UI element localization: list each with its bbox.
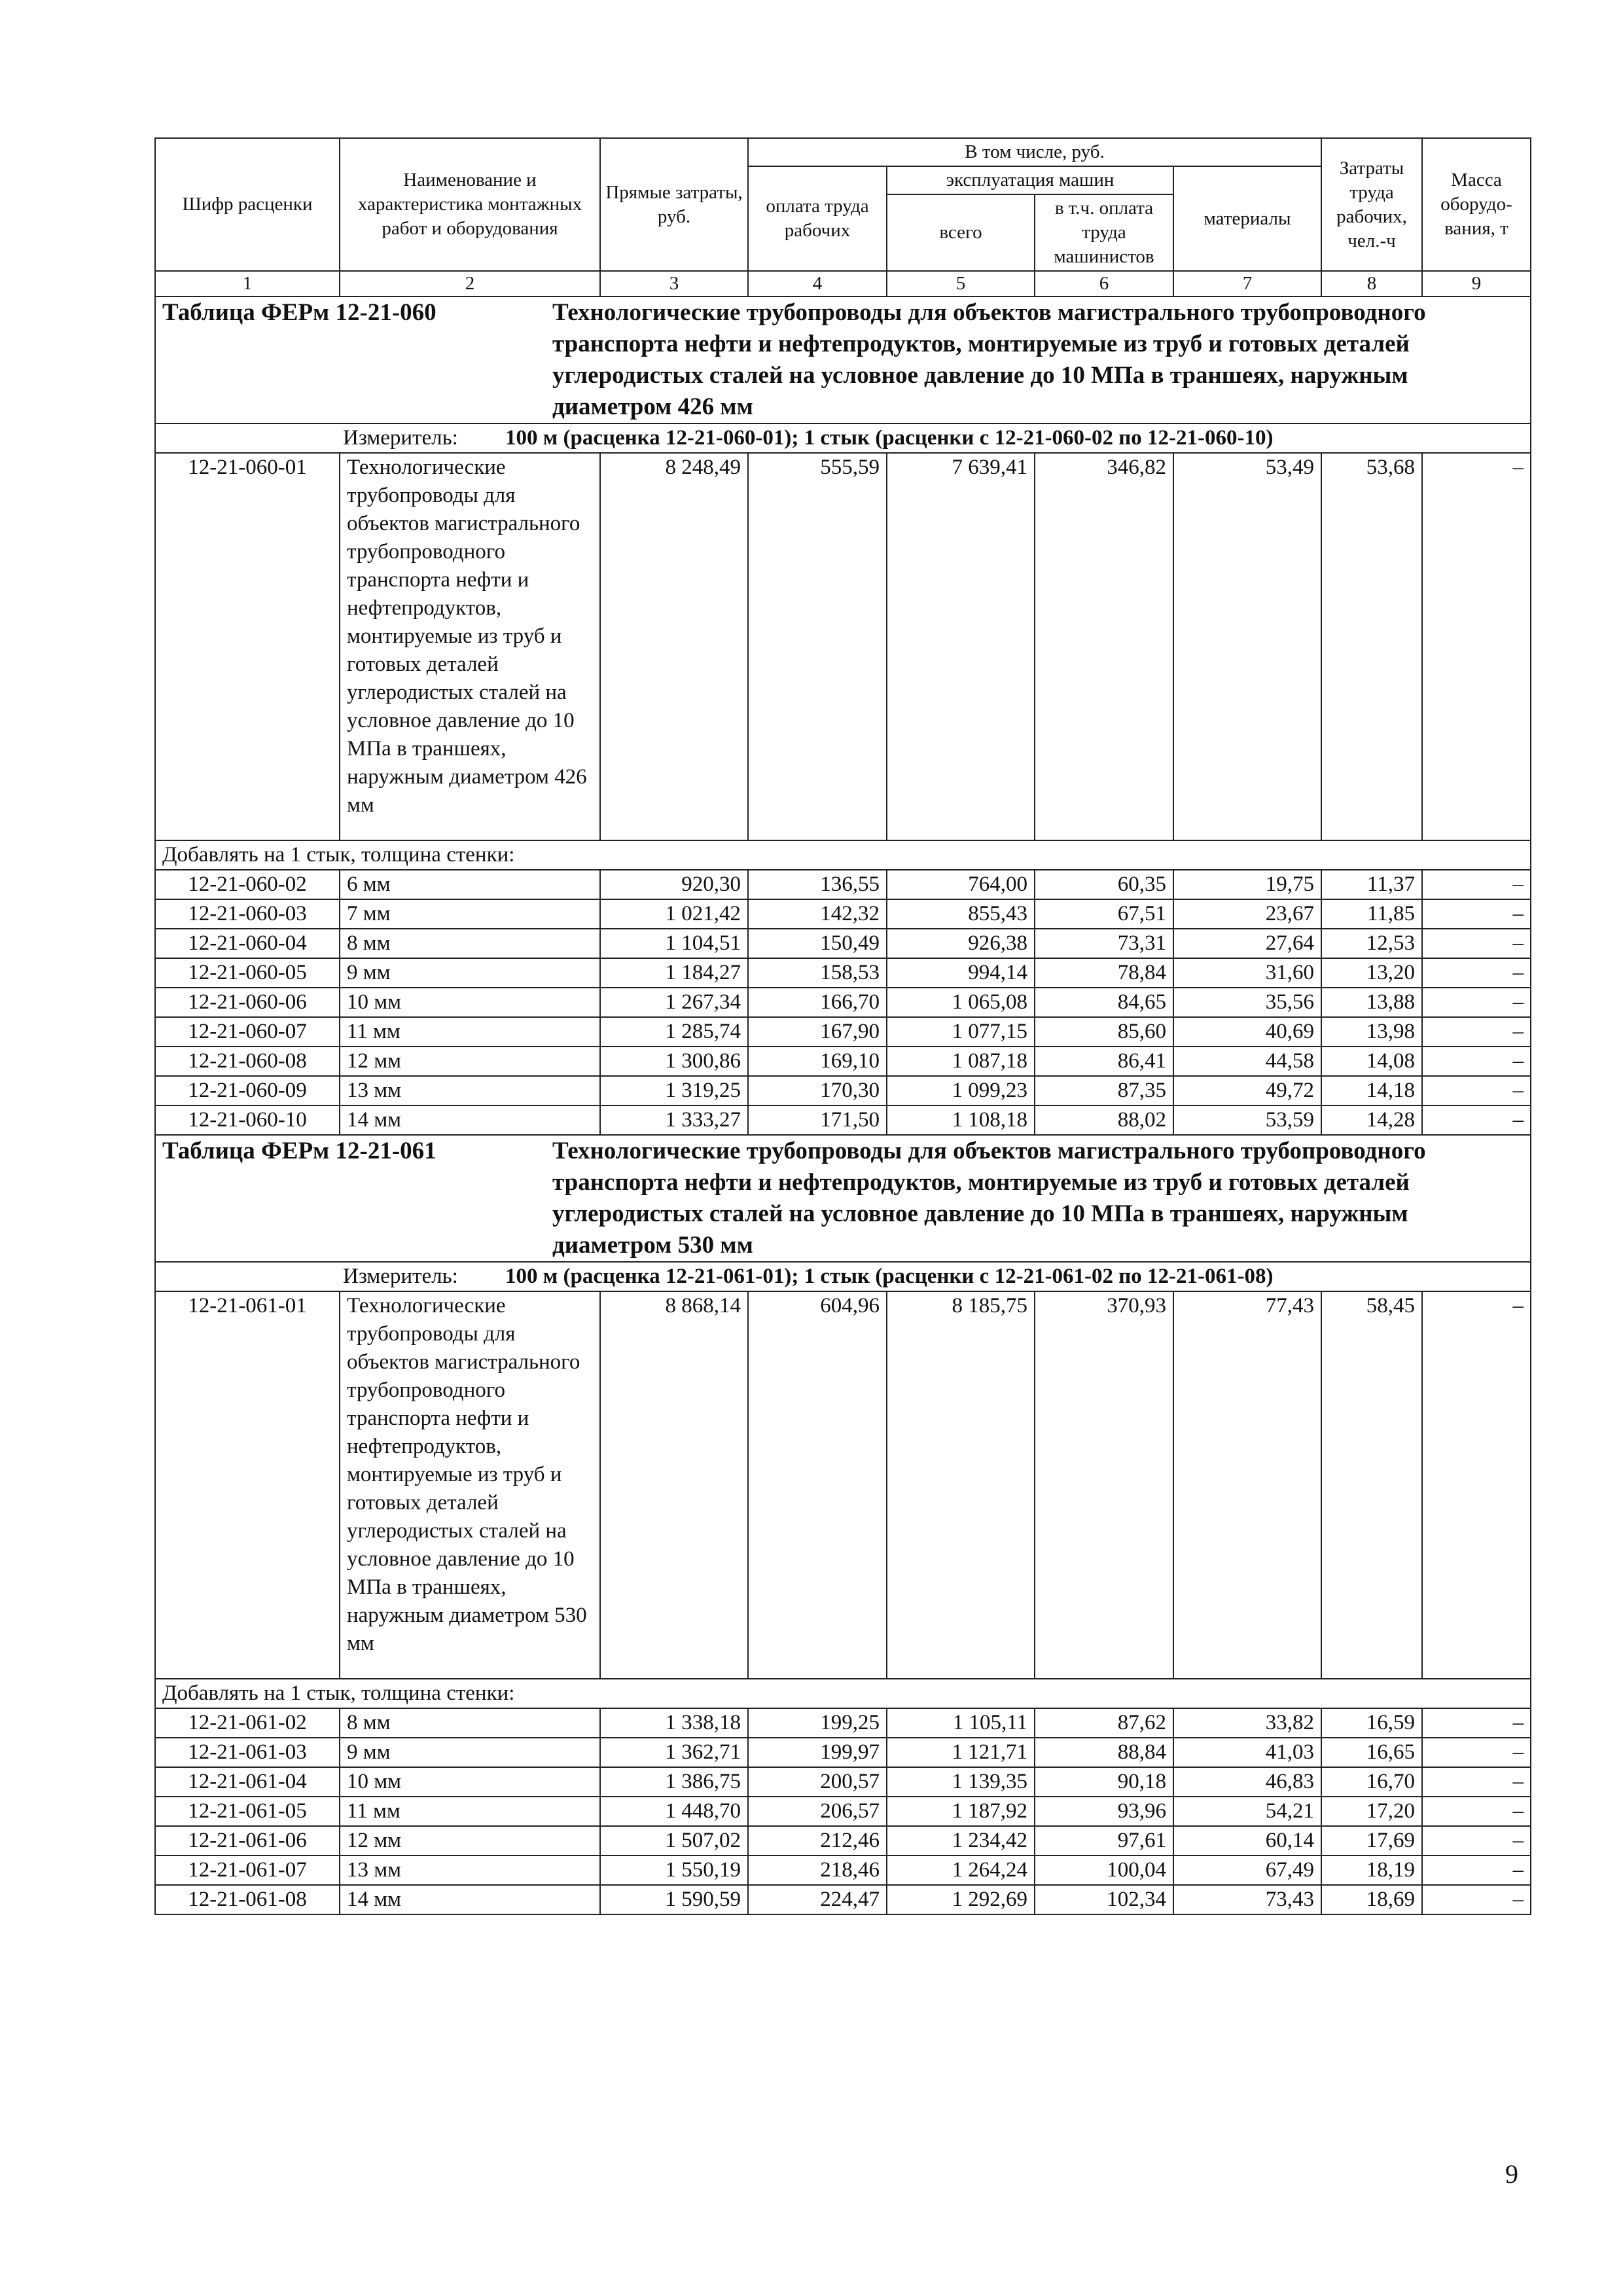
table-row — [155, 899, 1531, 929]
labor-hours: 14,08 — [1321, 1047, 1422, 1076]
table-row — [155, 1076, 1531, 1105]
col-header-mass: Масса оборудо-вания, т — [1422, 138, 1531, 271]
materials: 23,67 — [1173, 899, 1321, 929]
section-meter-row — [155, 423, 1531, 453]
section-title: Технологические трубопроводы для объектов магистрального трубопроводного транспорта нефти и нефтепродуктов, монтируемые из труб и готовых деталей углеродистых сталей на условное давление до 10 МПа в траншеях, наружным диаметром 426 мм — [552, 299, 1426, 420]
machine-labor: 97,61 — [1035, 1826, 1173, 1856]
col-header-direct: Прямые затраты, руб. — [600, 138, 748, 271]
rate-name: Технологические трубопроводы для объектов магистрального трубопроводного транспорта нефти и нефтепродуктов, монтируемые из труб и готовых деталей углеродистых сталей на условное давление до 10 МПа в траншеях, наружным диаметром 530 мм — [340, 1291, 600, 1679]
col-number: 4 — [748, 271, 887, 296]
col-header-including: В том числе, руб. — [748, 138, 1321, 166]
direct-cost: 1 285,74 — [600, 1017, 748, 1047]
rate-name: 8 мм — [340, 929, 600, 958]
table-row — [155, 1767, 1531, 1797]
table-row — [155, 1826, 1531, 1856]
machine-labor: 87,62 — [1035, 1708, 1173, 1738]
mass: – — [1422, 899, 1531, 929]
labor-hours: 11,37 — [1321, 870, 1422, 899]
mass: – — [1422, 1856, 1531, 1885]
rate-code: 12-21-060-09 — [155, 1076, 340, 1105]
table-row — [155, 1017, 1531, 1047]
labor-pay: 166,70 — [748, 988, 887, 1017]
table-row — [155, 1708, 1531, 1738]
machine-labor: 370,93 — [1035, 1291, 1173, 1679]
rate-name: 13 мм — [340, 1076, 600, 1105]
machine-total: 926,38 — [887, 929, 1035, 958]
rate-code: 12-21-060-02 — [155, 870, 340, 899]
direct-cost: 1 267,34 — [600, 988, 748, 1017]
meter-value: 100 м (расценка 12-21-061-01); 1 стык (расценки с 12-21-061-02 по 12-21-061-08) — [505, 1265, 1274, 1288]
col-header-code: Шифр расценки — [155, 138, 340, 271]
materials: 60,14 — [1173, 1826, 1321, 1856]
section-label: Таблица ФЕРм 12-21-061 — [162, 1138, 437, 1164]
table-row — [155, 1856, 1531, 1885]
rate-code: 12-21-060-04 — [155, 929, 340, 958]
rate-name: 14 мм — [340, 1105, 600, 1135]
col-header-machine-labor: в т.ч. оплата труда машинистов — [1035, 194, 1173, 271]
col-header-labor-hours: Затраты труда рабочих, чел.-ч — [1321, 138, 1422, 271]
materials: 40,69 — [1173, 1017, 1321, 1047]
direct-cost: 1 021,42 — [600, 899, 748, 929]
table-row — [155, 929, 1531, 958]
rate-name: 11 мм — [340, 1797, 600, 1826]
table-row — [155, 1047, 1531, 1076]
labor-pay: 604,96 — [748, 1291, 887, 1679]
direct-cost: 1 338,18 — [600, 1708, 748, 1738]
materials: 77,43 — [1173, 1291, 1321, 1679]
materials: 31,60 — [1173, 958, 1321, 988]
machine-total: 855,43 — [887, 899, 1035, 929]
col-number: 9 — [1422, 271, 1531, 296]
col-header-materials: материалы — [1173, 166, 1321, 271]
table-row — [155, 1738, 1531, 1767]
materials: 53,49 — [1173, 453, 1321, 840]
section-title: Технологические трубопроводы для объектов магистрального трубопроводного транспорта нефти и нефтепродуктов, монтируемые из труб и готовых деталей углеродистых сталей на условное давление до 10 МПа в траншеях, наружным диаметром 530 мм — [552, 1138, 1426, 1259]
machine-labor: 67,51 — [1035, 899, 1173, 929]
rate-name: 8 мм — [340, 1708, 600, 1738]
mass: – — [1422, 1047, 1531, 1076]
section-12-21-061 — [155, 1135, 1531, 1914]
direct-cost: 1 184,27 — [600, 958, 748, 988]
col-number: 3 — [600, 271, 748, 296]
direct-cost: 1 386,75 — [600, 1767, 748, 1797]
rate-name: 10 мм — [340, 988, 600, 1017]
mass: – — [1422, 1708, 1531, 1738]
labor-pay: 142,32 — [748, 899, 887, 929]
machine-total: 764,00 — [887, 870, 1035, 899]
machine-total: 1 139,35 — [887, 1767, 1035, 1797]
column-numbers-row — [155, 271, 1531, 296]
direct-cost: 1 590,59 — [600, 1885, 748, 1914]
machine-labor: 84,65 — [1035, 988, 1173, 1017]
machine-total: 1 292,69 — [887, 1885, 1035, 1914]
machine-labor: 346,82 — [1035, 453, 1173, 840]
machine-total: 1 121,71 — [887, 1738, 1035, 1767]
table-header — [155, 138, 1531, 296]
labor-pay: 158,53 — [748, 958, 887, 988]
machine-total: 1 087,18 — [887, 1047, 1035, 1076]
table-row-main — [155, 1291, 1531, 1679]
materials: 44,58 — [1173, 1047, 1321, 1076]
rate-table — [154, 137, 1531, 1915]
mass: – — [1422, 1291, 1531, 1679]
labor-hours: 11,85 — [1321, 899, 1422, 929]
labor-hours: 17,20 — [1321, 1797, 1422, 1826]
mass: – — [1422, 870, 1531, 899]
labor-hours: 12,53 — [1321, 929, 1422, 958]
section-meter-row — [155, 1262, 1531, 1291]
machine-total: 1 105,11 — [887, 1708, 1035, 1738]
labor-pay: 169,10 — [748, 1047, 887, 1076]
materials: 67,49 — [1173, 1856, 1321, 1885]
machine-labor: 93,96 — [1035, 1797, 1173, 1826]
rate-code: 12-21-060-07 — [155, 1017, 340, 1047]
machine-total: 1 187,92 — [887, 1797, 1035, 1826]
machine-labor: 73,31 — [1035, 929, 1173, 958]
rate-name: 12 мм — [340, 1047, 600, 1076]
mass: – — [1422, 958, 1531, 988]
direct-cost: 1 448,70 — [600, 1797, 748, 1826]
add-per-joint-label: Добавлять на 1 стык, толщина стенки: — [155, 840, 1531, 870]
rate-code: 12-21-061-05 — [155, 1797, 340, 1826]
section-heading-row — [155, 296, 1531, 423]
col-number: 5 — [887, 271, 1035, 296]
add-per-joint-row — [155, 840, 1531, 870]
col-number: 1 — [155, 271, 340, 296]
table-row — [155, 1105, 1531, 1135]
materials: 33,82 — [1173, 1708, 1321, 1738]
direct-cost: 1 333,27 — [600, 1105, 748, 1135]
col-header-labor-pay: оплата труда рабочих — [748, 166, 887, 271]
labor-pay: 136,55 — [748, 870, 887, 899]
labor-pay: 150,49 — [748, 929, 887, 958]
direct-cost: 1 507,02 — [600, 1826, 748, 1856]
mass: – — [1422, 1797, 1531, 1826]
rate-name: Технологические трубопроводы для объектов магистрального трубопроводного транспорта нефти и нефтепродуктов, монтируемые из труб и готовых деталей углеродистых сталей на условное давление до 10 МПа в траншеях, наружным диаметром 426 мм — [340, 453, 600, 840]
machine-total: 1 108,18 — [887, 1105, 1035, 1135]
mass: – — [1422, 929, 1531, 958]
meter-value: 100 м (расценка 12-21-060-01); 1 стык (расценки с 12-21-060-02 по 12-21-060-10) — [505, 426, 1274, 450]
mass: – — [1422, 1767, 1531, 1797]
rate-code: 12-21-061-03 — [155, 1738, 340, 1767]
machine-total: 994,14 — [887, 958, 1035, 988]
rate-name: 9 мм — [340, 958, 600, 988]
labor-hours: 14,28 — [1321, 1105, 1422, 1135]
materials: 27,64 — [1173, 929, 1321, 958]
mass: – — [1422, 1885, 1531, 1914]
col-number: 2 — [340, 271, 600, 296]
mass: – — [1422, 1826, 1531, 1856]
labor-hours: 13,20 — [1321, 958, 1422, 988]
table-row-main — [155, 453, 1531, 840]
materials: 73,43 — [1173, 1885, 1321, 1914]
materials: 46,83 — [1173, 1767, 1321, 1797]
table-row — [155, 988, 1531, 1017]
direct-cost: 8 248,49 — [600, 453, 748, 840]
table-row — [155, 1885, 1531, 1914]
rate-code: 12-21-061-01 — [155, 1291, 340, 1679]
rate-code: 12-21-060-01 — [155, 453, 340, 840]
labor-pay: 206,57 — [748, 1797, 887, 1826]
col-header-name: Наименование и характеристика монтажных работ и оборудования — [340, 138, 600, 271]
materials: 35,56 — [1173, 988, 1321, 1017]
machine-labor: 86,41 — [1035, 1047, 1173, 1076]
machine-total: 8 185,75 — [887, 1291, 1035, 1679]
machine-total: 1 065,08 — [887, 988, 1035, 1017]
rate-name: 14 мм — [340, 1885, 600, 1914]
labor-hours: 16,59 — [1321, 1708, 1422, 1738]
materials: 54,21 — [1173, 1797, 1321, 1826]
labor-pay: 212,46 — [748, 1826, 887, 1856]
direct-cost: 1 319,25 — [600, 1076, 748, 1105]
labor-pay: 224,47 — [748, 1885, 887, 1914]
machine-total: 1 234,42 — [887, 1826, 1035, 1856]
rate-code: 12-21-060-06 — [155, 988, 340, 1017]
machine-labor: 90,18 — [1035, 1767, 1173, 1797]
labor-hours: 14,18 — [1321, 1076, 1422, 1105]
direct-cost: 1 362,71 — [600, 1738, 748, 1767]
section-label: Таблица ФЕРм 12-21-060 — [162, 299, 437, 326]
machine-total: 7 639,41 — [887, 453, 1035, 840]
labor-pay: 199,97 — [748, 1738, 887, 1767]
table-row — [155, 870, 1531, 899]
rate-code: 12-21-060-10 — [155, 1105, 340, 1135]
rate-name: 11 мм — [340, 1017, 600, 1047]
col-header-machine-op: эксплуатация машин — [887, 166, 1173, 194]
labor-pay: 555,59 — [748, 453, 887, 840]
labor-pay: 218,46 — [748, 1856, 887, 1885]
rate-name: 12 мм — [340, 1826, 600, 1856]
rate-name: 13 мм — [340, 1856, 600, 1885]
labor-pay: 170,30 — [748, 1076, 887, 1105]
rate-name: 6 мм — [340, 870, 600, 899]
direct-cost: 1 550,19 — [600, 1856, 748, 1885]
machine-labor: 100,04 — [1035, 1856, 1173, 1885]
machine-labor: 87,35 — [1035, 1076, 1173, 1105]
labor-pay: 171,50 — [748, 1105, 887, 1135]
machine-total: 1 264,24 — [887, 1856, 1035, 1885]
rate-code: 12-21-061-06 — [155, 1826, 340, 1856]
mass: – — [1422, 1017, 1531, 1047]
labor-hours: 18,69 — [1321, 1885, 1422, 1914]
rate-name: 9 мм — [340, 1738, 600, 1767]
labor-hours: 16,70 — [1321, 1767, 1422, 1797]
meter-label: Измеритель: — [343, 1265, 458, 1288]
mass: – — [1422, 1076, 1531, 1105]
table-row — [155, 958, 1531, 988]
machine-total: 1 077,15 — [887, 1017, 1035, 1047]
col-number: 8 — [1321, 271, 1422, 296]
col-number: 7 — [1173, 271, 1321, 296]
section-heading-row — [155, 1135, 1531, 1262]
machine-labor: 88,02 — [1035, 1105, 1173, 1135]
rate-code: 12-21-060-05 — [155, 958, 340, 988]
labor-hours: 58,45 — [1321, 1291, 1422, 1679]
labor-hours: 13,88 — [1321, 988, 1422, 1017]
rate-code: 12-21-060-08 — [155, 1047, 340, 1076]
materials: 19,75 — [1173, 870, 1321, 899]
table-row — [155, 1797, 1531, 1826]
page-number: 9 — [1505, 2159, 1518, 2189]
section-12-21-060 — [155, 296, 1531, 1135]
direct-cost: 8 868,14 — [600, 1291, 748, 1679]
labor-pay: 167,90 — [748, 1017, 887, 1047]
add-per-joint-label: Добавлять на 1 стык, толщина стенки: — [155, 1679, 1531, 1708]
rate-code: 12-21-061-02 — [155, 1708, 340, 1738]
machine-labor: 85,60 — [1035, 1017, 1173, 1047]
col-header-machine-total: всего — [887, 194, 1035, 271]
direct-cost: 920,30 — [600, 870, 748, 899]
labor-pay: 199,25 — [748, 1708, 887, 1738]
machine-labor: 60,35 — [1035, 870, 1173, 899]
materials: 49,72 — [1173, 1076, 1321, 1105]
materials: 41,03 — [1173, 1738, 1321, 1767]
rate-name: 10 мм — [340, 1767, 600, 1797]
mass: – — [1422, 1105, 1531, 1135]
rate-code: 12-21-061-07 — [155, 1856, 340, 1885]
add-per-joint-row — [155, 1679, 1531, 1708]
direct-cost: 1 104,51 — [600, 929, 748, 958]
meter-label: Измеритель: — [343, 426, 458, 450]
labor-hours: 16,65 — [1321, 1738, 1422, 1767]
labor-pay: 200,57 — [748, 1767, 887, 1797]
mass: – — [1422, 453, 1531, 840]
direct-cost: 1 300,86 — [600, 1047, 748, 1076]
labor-hours: 53,68 — [1321, 453, 1422, 840]
rate-code: 12-21-060-03 — [155, 899, 340, 929]
labor-hours: 17,69 — [1321, 1826, 1422, 1856]
materials: 53,59 — [1173, 1105, 1321, 1135]
col-number: 6 — [1035, 271, 1173, 296]
machine-labor: 102,34 — [1035, 1885, 1173, 1914]
labor-hours: 13,98 — [1321, 1017, 1422, 1047]
mass: – — [1422, 988, 1531, 1017]
machine-labor: 88,84 — [1035, 1738, 1173, 1767]
rate-name: 7 мм — [340, 899, 600, 929]
rate-code: 12-21-061-04 — [155, 1767, 340, 1797]
machine-labor: 78,84 — [1035, 958, 1173, 988]
labor-hours: 18,19 — [1321, 1856, 1422, 1885]
mass: – — [1422, 1738, 1531, 1767]
rate-code: 12-21-061-08 — [155, 1885, 340, 1914]
machine-total: 1 099,23 — [887, 1076, 1035, 1105]
